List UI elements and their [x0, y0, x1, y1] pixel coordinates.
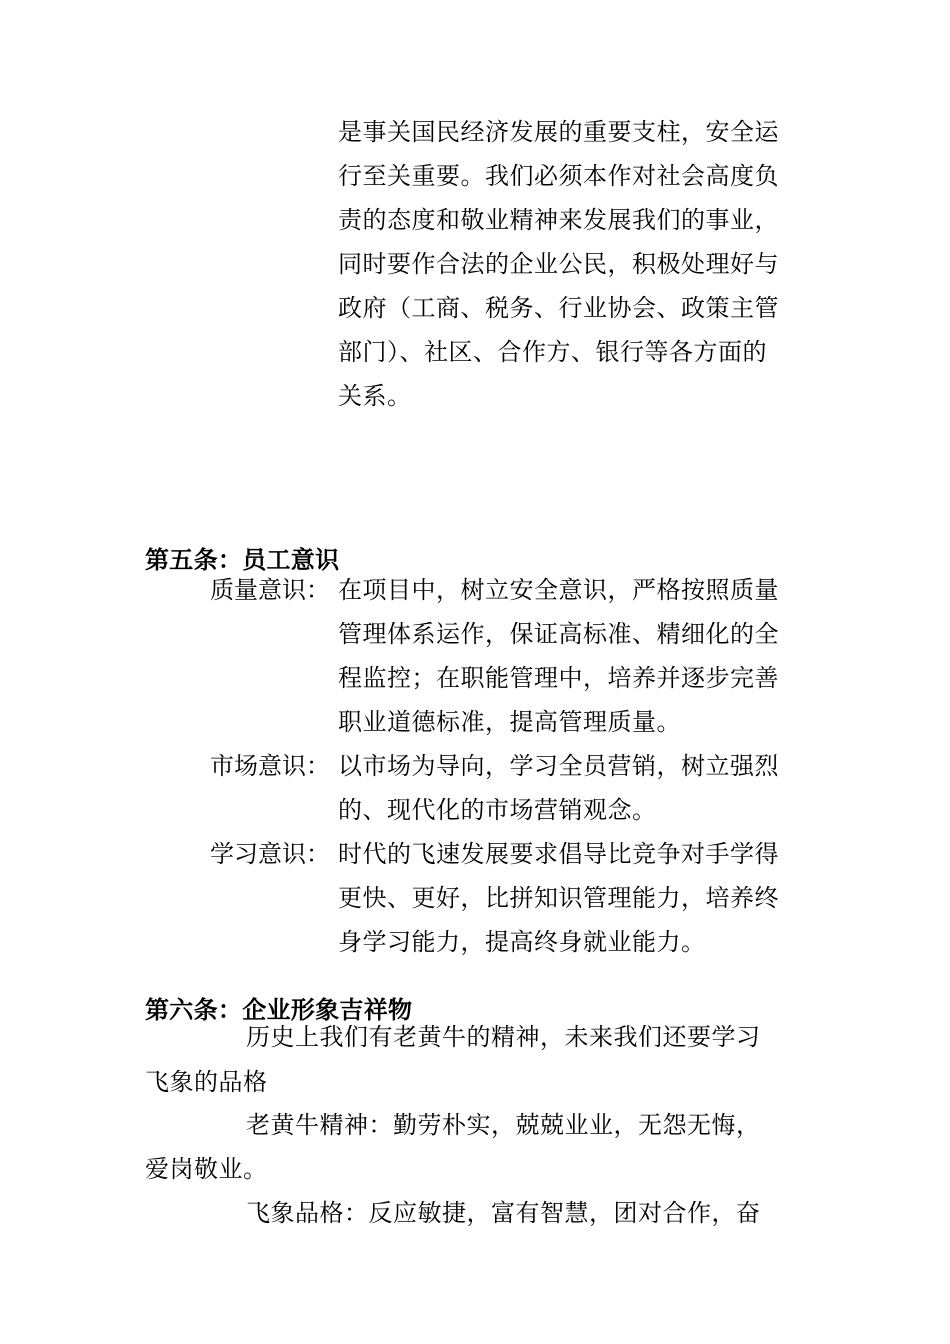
definition-line: 管理体系运作，保证高标准、精细化的全 — [338, 620, 779, 648]
definition-line: 职业道德标准，提高管理质量。 — [338, 708, 681, 736]
definition-line: 更快、更好，比拼知识管理能力，培养终 — [338, 884, 779, 912]
quality-awareness-definition — [338, 568, 808, 744]
intro-paragraph — [338, 110, 808, 418]
market-awareness-definition — [338, 744, 808, 832]
intro-line: 行至关重要。我们必须本作对社会高度负 — [338, 162, 779, 190]
article5-heading: 第五条：员工意识 — [145, 545, 340, 574]
definition-line: 身学习能力，提高终身就业能力。 — [338, 928, 706, 956]
definition-line: 程监控；在职能管理中，培养并逐步完善 — [338, 664, 779, 692]
definition-line: 以市场为导向，学习全员营销，树立强烈 — [338, 752, 779, 780]
ox-spirit-line: 爱岗敬业。 — [145, 1155, 268, 1183]
elephant-character-line: 飞象品格：反应敏捷，富有智慧，团对合作，奋 — [246, 1199, 761, 1227]
definition-line: 在项目中，树立安全意识，严格按照质量 — [338, 576, 779, 604]
article6-heading: 第六条：企业形象吉祥物 — [145, 995, 413, 1024]
definition-line: 时代的飞速发展要求倡导比竞争对手学得 — [338, 840, 779, 868]
market-awareness-term: 市场意识： — [210, 752, 330, 780]
intro-line: 是事关国民经济发展的重要支柱，安全运 — [338, 118, 779, 146]
intro-line: 同时要作合法的企业公民，积极处理好与 — [338, 250, 779, 278]
mascot-paragraph-line: 飞象的品格 — [145, 1068, 268, 1096]
mascot-paragraph-line: 历史上我们有老黄牛的精神，未来我们还要学习 — [246, 1023, 761, 1051]
definition-line: 的、现代化的市场营销观念。 — [338, 796, 657, 824]
quality-awareness-term: 质量意识： — [210, 576, 330, 604]
ox-spirit-line: 老黄牛精神：勤劳朴实，兢兢业业，无怨无悔， — [246, 1111, 761, 1139]
intro-line: 政府（工商、税务、行业协会、政策主管 — [338, 294, 779, 322]
learning-awareness-definition — [338, 832, 808, 964]
intro-line: 责的态度和敬业精神来发展我们的事业， — [338, 206, 779, 234]
learning-awareness-term: 学习意识： — [210, 840, 330, 868]
intro-line: 部门）、社区、合作方、银行等各方面的 — [338, 338, 767, 366]
intro-line: 关系。 — [338, 382, 412, 410]
